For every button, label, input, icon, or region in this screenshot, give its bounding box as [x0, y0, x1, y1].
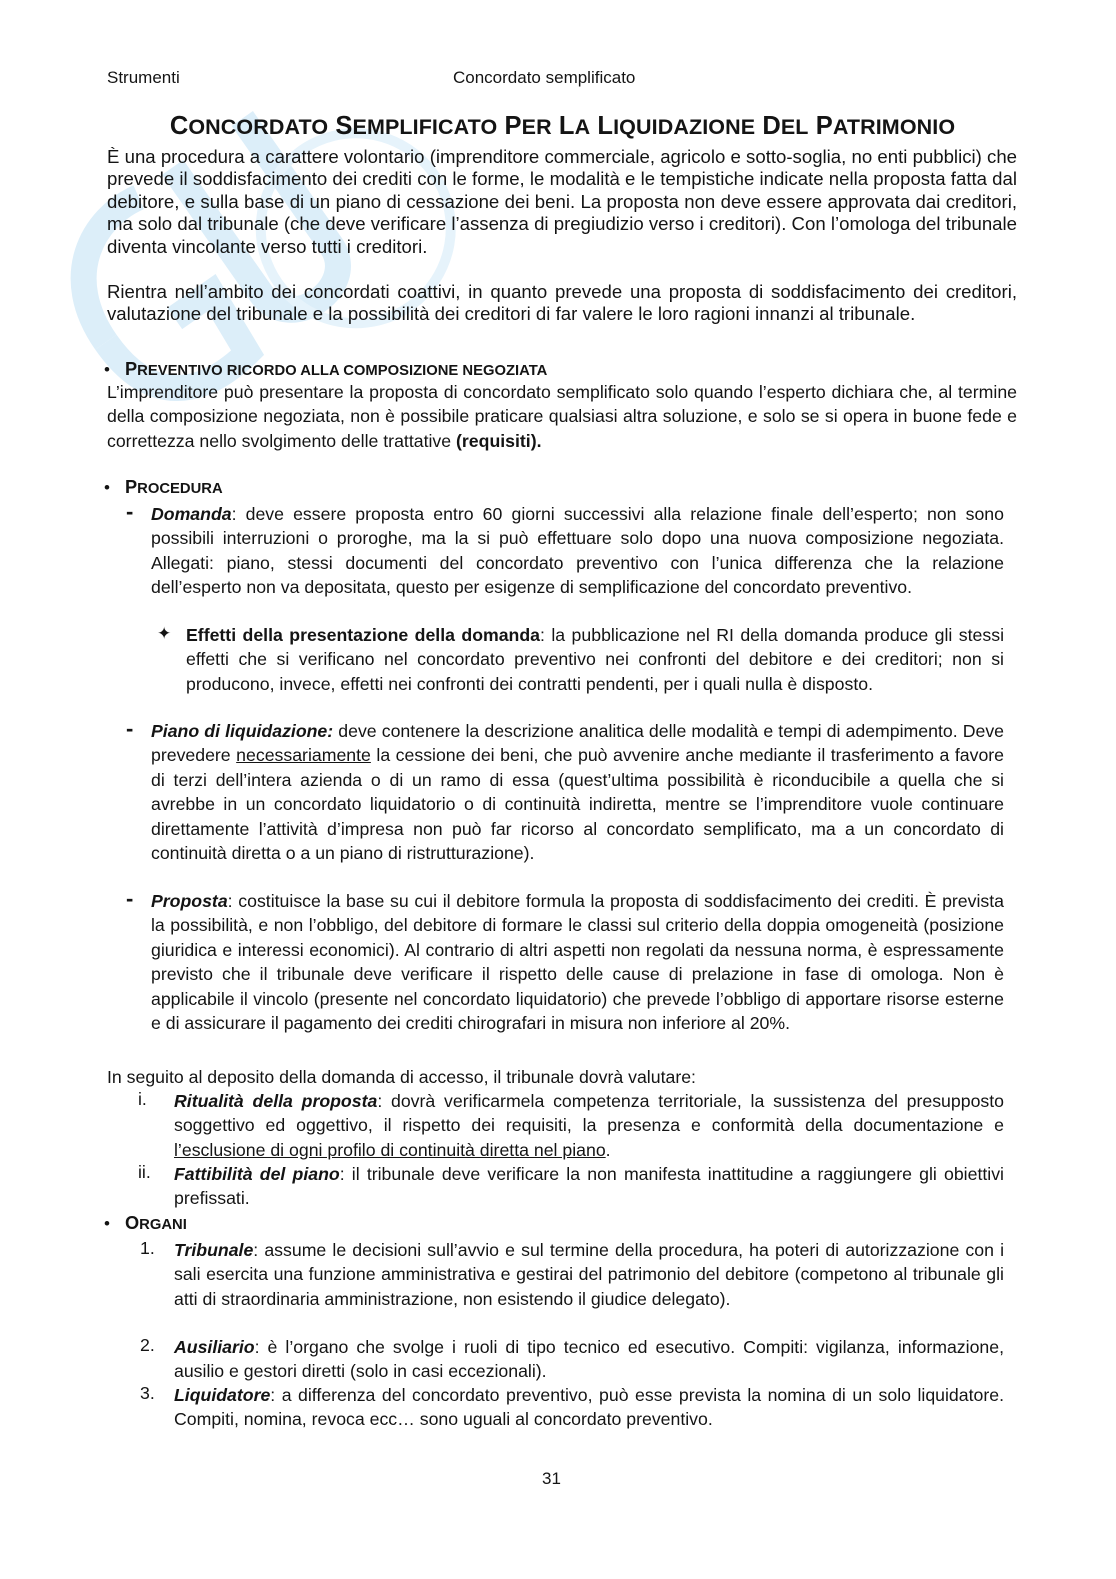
section-preventivo-body: L’imprenditore può presentare la proposta di concordato semplificato solo quando l’esperto dichiara che, al termine della composizione negoziata, non è possibile praticare qualsiasi altra soluzione, e solo se si opera in buone fede e correttezza nello svolgimento delle trattative (requisiti).	[107, 382, 1017, 451]
organo-tribunale: Tribunale: assume le decisioni sull’avvio e sul termine della procedura, ha poteri di autorizzazione con i sali esercita una funzione amministrativa e gestirai del patrimonio del debitore (competono al tribunale gli atti di straordinaria amministrazione, non esistendo il giudice delegato).	[174, 1240, 1004, 1309]
header-section-label: Strumenti	[107, 68, 180, 87]
bullet-icon: •	[104, 1214, 110, 1233]
roman-marker: i.	[138, 1089, 147, 1109]
bullet-icon: •	[104, 478, 110, 497]
dash-icon: -	[126, 716, 134, 741]
number-marker: 3.	[140, 1383, 155, 1403]
section-heading-preventivo: PREVENTIVO RICORDO ALLA COMPOSIZIONE NEGOZIATA	[125, 359, 548, 379]
section-heading-organi: ORGANI	[125, 1213, 187, 1233]
intro-paragraph-2: Rientra nell’ambito dei concordati coattivi, in quanto prevede una proposta di soddisfacimento dei creditori, valutazione del tribunale e la possibilità dei creditori di far valere le loro ragioni innanzi al tribunale.	[107, 281, 1017, 325]
procedura-proposta: Proposta: costituisce la base su cui il debitore formula la proposta di soddisfacimento dei crediti. È prevista la possibilità, e non l’obbligo, del debitore di formare le classi sul criterio della doppia omogeneità (posizione giuridica e interessi economici). Al contrario di altri aspetti non regolati da nessuna norma, è espressamente previsto che il tribunale deve verificare il rispetto delle cause di prelazione in fase di omologa. Non è applicabile il vincolo (presente nel concordato liquidatorio) che prevede l’obbligo di apportare risorse esterne e di assicurare il pagamento dei crediti chirografari in misura non inferiore al 20%.	[151, 891, 1004, 1034]
diamond-bullet-icon: ✦	[157, 624, 172, 643]
organo-liquidatore: Liquidatore: a differenza del concordato preventivo, può esse prevista la nomina di un solo liquidatore. Compiti, nomina, revoca ecc… sono uguali al concordato preventivo.	[174, 1385, 1004, 1430]
roman-marker: ii.	[138, 1162, 151, 1182]
header-chapter-title: Concordato semplificato	[453, 68, 636, 87]
dash-icon: -	[126, 499, 134, 524]
page-title: CONCORDATO SEMPLIFICATO PER LA LIQUIDAZIONE DEL PATRIMONIO	[169, 112, 956, 140]
evaluation-ritualita: Ritualità della proposta: dovrà verificarmela competenza territoriale, la sussistenza del presupposto soggettivo ed oggettivo, il rispetto dei requisiti, la presenza e conformità della documentazione e l’esclusione di ogni profilo di continuità diretta nel piano.	[174, 1091, 1004, 1160]
bullet-icon: •	[104, 360, 110, 379]
evaluation-intro: In seguito al deposito della domanda di accesso, il tribunale dovrà valutare:	[107, 1067, 696, 1087]
procedura-piano: Piano di liquidazione: deve contenere la descrizione analitica delle modalità e tempi di adempimento. Deve prevedere necessariamente la cessione dei beni, che può avvenire anche mediante il trasferimento a favore di terzi dell’intera azienda o di un ramo di essa (quest’ultima possibilità è riconducibile a quella che si avrebbe in un concordato liquidatorio o di continuità indiretta, mentre se l’imprenditore vuole continuare direttamente l’attività d’impresa non può far ricorso al concordato semplificato, ma a un concordato di continuità diretta o a un piano di ristrutturazione).	[151, 721, 1005, 864]
dash-icon: -	[126, 886, 134, 911]
number-marker: 2.	[140, 1335, 155, 1355]
organo-ausiliario: Ausiliario: è l’organo che svolge i ruoli di tipo tecnico ed esecutivo. Compiti: vigilanza, informazione, ausilio e gestori diretti (solo in casi eccezionali).	[174, 1337, 1004, 1382]
section-heading-procedura: PROCEDURA	[125, 477, 223, 497]
procedura-effetti: Effetti della presentazione della domanda: la pubblicazione nel RI della domanda produce gli stessi effetti che si verificano nel concordato preventivo nei confronti del debitore e dei creditori; non si producono, invece, effetti nei confronti dei contratti pendenti, per i quali nulla è disposto.	[186, 625, 1005, 694]
page-number: 31	[542, 1469, 561, 1488]
evaluation-fattibilita: Fattibilità del piano: il tribunale deve verificare la non manifesta inattitudine a raggiungere gli obiettivi prefissati.	[174, 1164, 1004, 1209]
intro-paragraph-1: È una procedura a carattere volontario (imprenditore commerciale, agricolo e sotto-soglia, no enti pubblici) che prevede il soddisfacimento dei crediti con le forme, le modalità e le tempistiche indicate nella proposta fatta dal debitore, e sulla base di un piano di cessazione dei beni. La proposta non deve essere approvata dai creditori, ma solo dal tribunale (che deve verificare l’assenza di pregiudizio verso i creditori). Con l’omologa del tribunale diventa vincolante verso tutti i creditori.	[107, 146, 1017, 257]
procedura-domanda: Domanda: deve essere proposta entro 60 giorni successivi alla relazione finale dell’esperto; non sono possibili interruzioni o proroghe, ma la si può effettuare solo dopo una nuova composizione negoziata. Allegati: piano, stessi documenti del concordato preventivo con l’unica differenza che la relazione dell’esperto non va depositata, questo per esigenze di semplificazione del concordato preventivo.	[151, 504, 1004, 598]
number-marker: 1.	[140, 1238, 155, 1258]
